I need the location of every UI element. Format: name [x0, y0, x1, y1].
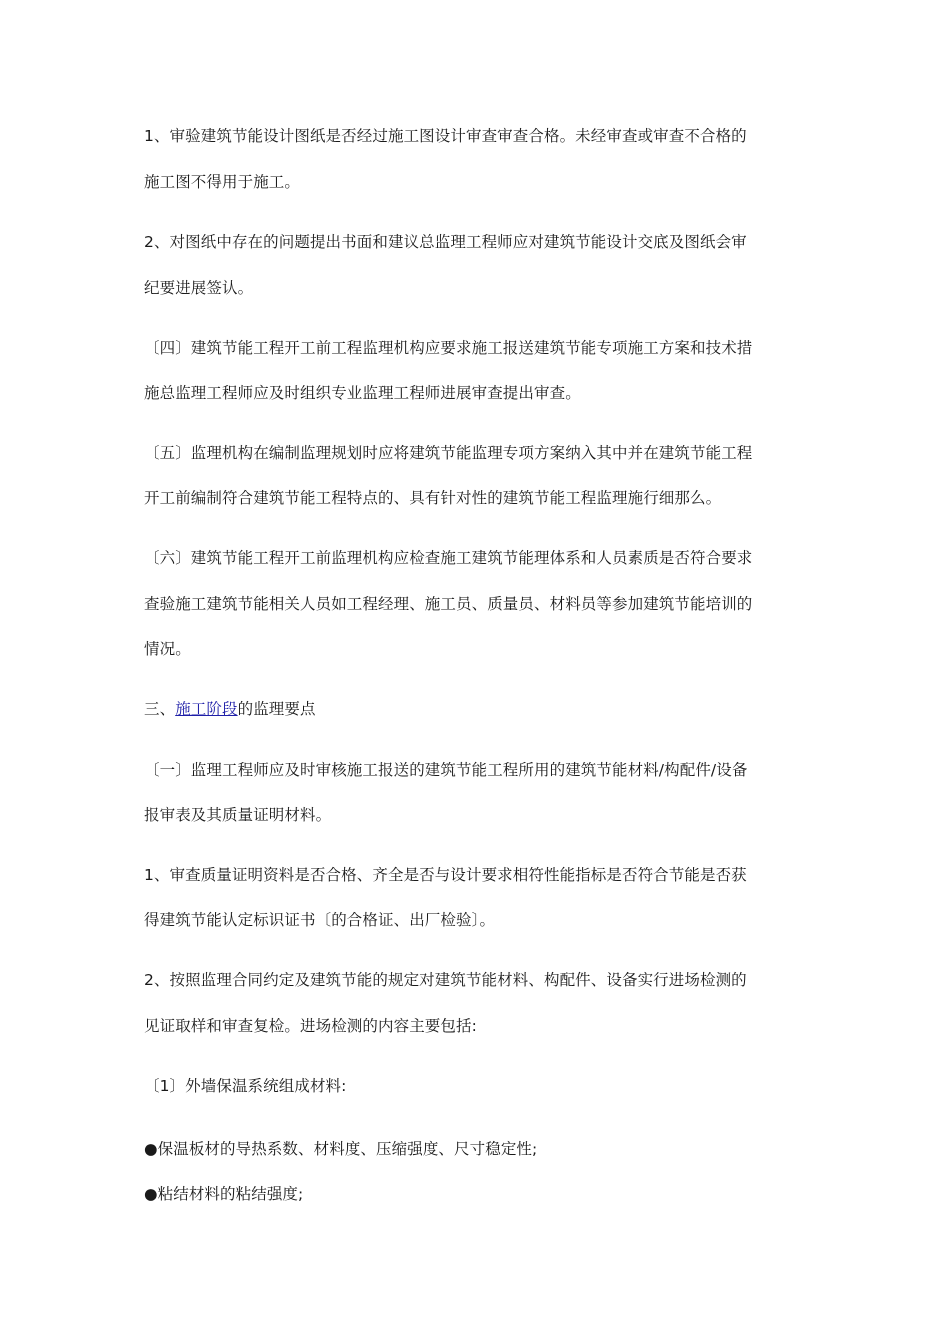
paragraph-line: 情况。: [144, 640, 191, 658]
bullet-item: ●保温板材的导热系数、材料度、压缩强度、尺寸稳定性;: [144, 1140, 538, 1158]
list-subheading: 〔1〕外墙保温系统组成材料:: [144, 1077, 347, 1095]
paragraph-line: 见证取样和审查复检。进场检测的内容主要包括:: [144, 1017, 477, 1035]
paragraph-line: 纪要进展签认。: [144, 279, 254, 297]
paragraph-line: 查验施工建筑节能相关人员如工程经理、施工员、质量员、材料员等参加建筑节能培训的: [144, 595, 753, 613]
paragraph-line: 〔六〕建筑节能工程开工前监理机构应检查施工建筑节能理体系和人员素质是否符合要求: [144, 549, 753, 567]
construction-stage-link[interactable]: 施工阶段: [175, 700, 238, 718]
paragraph-line: 施工图不得用于施工。: [144, 173, 301, 191]
paragraph-line: 得建筑节能认定标识证书〔的合格证、出厂检验〕。: [144, 911, 496, 929]
paragraph-line: 2、按照监理合同约定及建筑节能的规定对建筑节能材料、构配件、设备实行进场检测的: [144, 971, 747, 989]
section-heading-suffix: 的监理要点: [237, 700, 316, 718]
paragraph-line: 〔五〕监理机构在编制监理规划时应将建筑节能监理专项方案纳入其中并在建筑节能工程: [144, 444, 753, 462]
bullet-item: ●粘结材料的粘结强度;: [144, 1185, 304, 1203]
paragraph-line: 1、审查质量证明资料是否合格、齐全是否与设计要求相符性能指标是否符合节能是否获: [144, 866, 747, 884]
section-heading: [144, 699, 824, 719]
paragraph-line: 开工前编制符合建筑节能工程特点的、具有针对性的建筑节能工程监理施行细那么。: [144, 489, 722, 507]
paragraph-line: 1、审验建筑节能设计图纸是否经过施工图设计审查审查合格。未经审查或审查不合格的: [144, 127, 747, 145]
paragraph-line: 〔一〕监理工程师应及时审核施工报送的建筑节能工程所用的建筑节能材料/构配件/设备: [144, 761, 748, 779]
paragraph-line: 报审表及其质量证明材料。: [144, 806, 332, 824]
paragraph-line: 2、对图纸中存在的问题提出书面和建议总监理工程师应对建筑节能设计交底及图纸会审: [144, 233, 747, 251]
paragraph-line: 施总监理工程师应及时组织专业监理工程师进展审查提出审查。: [144, 384, 581, 402]
section-heading-prefix: 三、: [144, 700, 176, 718]
paragraph-line: 〔四〕建筑节能工程开工前工程监理机构应要求施工报送建筑节能专项施工方案和技术措: [144, 339, 753, 357]
